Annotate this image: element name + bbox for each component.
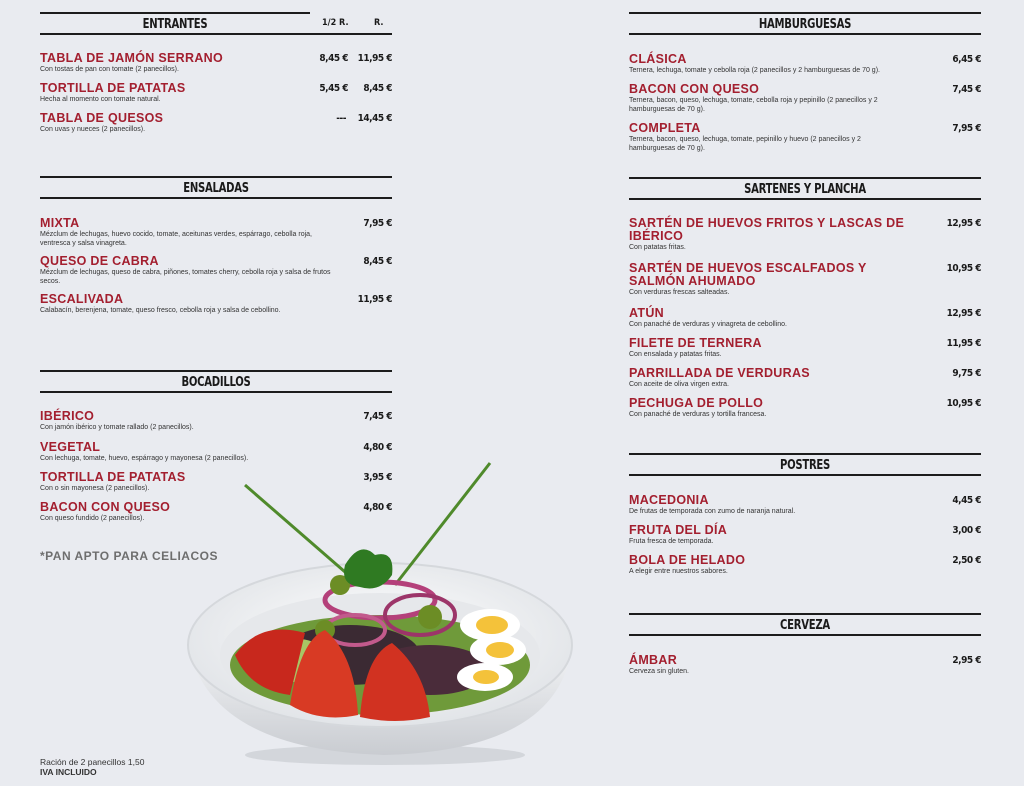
item-description: Con ensalada y patatas fritas. [629, 351, 722, 358]
item-description: Ternera, bacon, queso, lechuga, tomate, cebolla roja y pepinillo (2 panecillos y 2 hamburguesas de 70 g). [629, 97, 878, 113]
menu-item [40, 410, 392, 433]
item-description: Con patatas fritas. [629, 244, 686, 251]
item-price: 11,95 € [357, 294, 392, 305]
item-name: IBÉRICO [40, 409, 95, 423]
item-name: CLÁSICA [629, 52, 687, 66]
item-name: SARTÉN DE HUEVOS ESCALFADOS Y SALMÓN AHUMADO [629, 261, 867, 288]
menu-item [40, 112, 392, 135]
item-description: Ternera, bacon, queso, lechuga, tomate, pepinillo y huevo (2 panecillos y 2 hamburguesas de 70 g). [629, 136, 861, 152]
section-title: HAMBURGUESAS [758, 17, 852, 32]
section-sartenes [629, 177, 981, 418]
item-price-full: 14,45 € [357, 113, 392, 124]
divider [629, 12, 981, 14]
section-header [40, 12, 392, 34]
menu-item [40, 255, 392, 286]
divider [40, 33, 392, 35]
menu-item [629, 53, 981, 76]
item-name: MIXTA [40, 216, 80, 230]
item-price: 7,95 € [952, 123, 981, 134]
section-bocadillos [40, 370, 392, 522]
menu-item [629, 654, 981, 677]
menu-item [629, 494, 981, 517]
divider [40, 176, 392, 178]
section-header [629, 453, 981, 475]
item-price-half: 5,45 € [319, 83, 348, 94]
item-description: Hecha al momento con tomate natural. [40, 96, 161, 103]
section-title: CERVEZA [780, 618, 830, 633]
bread-ration-note: Ración de 2 panecillos 1,50 [40, 757, 145, 767]
menu-item [629, 524, 981, 547]
item-price-full: 11,95 € [357, 53, 392, 64]
item-price: 12,95 € [946, 218, 981, 229]
section-header [629, 613, 981, 635]
section-title: ENSALADAS [183, 181, 249, 196]
section-entrantes [40, 12, 392, 133]
item-description: Con lechuga, tomate, huevo, espárrago y mayonesa (2 panecillos). [40, 455, 249, 462]
divider [629, 613, 981, 615]
item-name: COMPLETA [629, 121, 701, 135]
item-name: TABLA DE JAMÓN SERRANO [40, 51, 223, 65]
menu-item [40, 217, 392, 248]
section-cerveza [629, 613, 981, 675]
section-title: POSTRES [779, 458, 831, 473]
section-header [629, 12, 981, 34]
item-description: Con panaché de verduras y vinagreta de cebollino. [629, 321, 787, 328]
section-title: BOCADILLOS [181, 375, 251, 390]
item-name: PECHUGA DE POLLO [629, 396, 764, 410]
menu-item [629, 337, 981, 360]
divider [40, 12, 310, 14]
section-ensaladas [40, 176, 392, 314]
divider [629, 474, 981, 476]
item-price: 9,75 € [952, 368, 981, 379]
divider [629, 634, 981, 636]
item-description: Con queso fundido (2 panecillos). [40, 515, 145, 522]
item-name: PARRILLADA DE VERDURAS [629, 366, 810, 380]
item-description: Mézclum de lechugas, huevo cocido, tomate, aceitunas verdes, espárrago, cebolla roja, ventresca y salsa vinagreta. [40, 231, 312, 247]
item-name: TORTILLA DE PATATAS [40, 470, 186, 484]
item-name: MACEDONIA [629, 493, 709, 507]
item-description: Con jamón ibérico y tomate rallado (2 panecillos). [40, 424, 194, 431]
divider [629, 198, 981, 200]
item-description: Con panaché de verduras y tortilla francesa. [629, 411, 767, 418]
item-name: TORTILLA DE PATATAS [40, 81, 186, 95]
divider [40, 370, 392, 372]
celiac-note: *PAN APTO PARA CELIACOS [40, 549, 218, 563]
menu-item [629, 307, 981, 330]
item-name: FRUTA DEL DÍA [629, 523, 728, 537]
menu-item [629, 262, 981, 298]
menu-item [629, 217, 981, 253]
column-header-full: R. [374, 18, 384, 28]
item-name: FILETE DE TERNERA [629, 336, 762, 350]
menu-item [629, 397, 981, 420]
item-description: Ternera, lechuga, tomate y cebolla roja (2 panecillos y 2 hamburguesas de 70 g). [629, 67, 880, 74]
divider [629, 453, 981, 455]
item-description: Fruta fresca de temporada. [629, 538, 714, 545]
item-name: ATÚN [629, 306, 664, 320]
item-description: Cerveza sin gluten. [629, 668, 689, 675]
item-description: A elegir entre nuestros sabores. [629, 568, 728, 575]
divider [40, 391, 392, 393]
item-price: 11,95 € [946, 338, 981, 349]
item-price: 8,45 € [363, 256, 392, 267]
item-description: Con o sin mayonesa (2 panecillos). [40, 485, 150, 492]
menu-item [629, 367, 981, 390]
item-name: ÁMBAR [629, 653, 678, 667]
item-price: 2,95 € [952, 655, 981, 666]
item-name: ESCALIVADA [40, 292, 124, 306]
section-postres [629, 453, 981, 575]
item-name: BACON CON QUESO [629, 82, 760, 96]
item-name: BOLA DE HELADO [629, 553, 746, 567]
item-name: VEGETAL [40, 440, 101, 454]
divider [40, 197, 392, 199]
divider [629, 177, 981, 179]
menu-item [40, 82, 392, 105]
item-price: 3,95 € [363, 472, 392, 483]
divider [629, 33, 981, 35]
item-price-full: 8,45 € [363, 83, 392, 94]
salad-bowl-image [180, 455, 580, 775]
item-description: Con uvas y nueces (2 panecillos). [40, 126, 146, 133]
section-title: ENTRANTES [142, 17, 208, 32]
section-header [629, 177, 981, 199]
menu-item [40, 293, 392, 316]
item-name: QUESO DE CABRA [40, 254, 159, 268]
menu-item [629, 122, 981, 153]
item-price: 2,50 € [952, 555, 981, 566]
item-price: 10,95 € [946, 398, 981, 409]
item-price: 4,45 € [952, 495, 981, 506]
item-price: 12,95 € [946, 308, 981, 319]
item-price: 3,00 € [952, 525, 981, 536]
item-price-half: 8,45 € [319, 53, 348, 64]
item-price: 4,80 € [363, 502, 392, 513]
section-title: SARTENES Y PLANCHA [744, 182, 866, 197]
menu-item [40, 52, 392, 75]
column-header-half: 1/2 R. [322, 18, 349, 28]
section-header [40, 176, 392, 198]
menu-item [629, 554, 981, 577]
item-price: 7,95 € [363, 218, 392, 229]
item-name: SARTÉN DE HUEVOS FRITOS Y LASCAS DE IBÉRICO [629, 216, 905, 243]
section-header [40, 370, 392, 392]
item-price: 7,45 € [363, 411, 392, 422]
item-price: 4,80 € [363, 442, 392, 453]
menu-item [629, 83, 981, 114]
item-description: Mézclum de lechugas, queso de cabra, piñones, tomates cherry, cebolla roja y salsa de frutos secos. [40, 269, 331, 285]
item-price: 6,45 € [952, 54, 981, 65]
item-name: TABLA DE QUESOS [40, 111, 164, 125]
item-description: De frutas de temporada con zumo de naranja natural. [629, 508, 796, 515]
footer-note [40, 757, 144, 777]
item-price-half: --- [336, 113, 346, 124]
vat-note: IVA INCLUIDO [40, 767, 97, 777]
item-name: BACON CON QUESO [40, 500, 171, 514]
item-description: Con tostas de pan con tomate (2 panecillos). [40, 66, 179, 73]
item-description: Calabacín, berenjena, tomate, queso fresco, cebolla roja y salsa de cebollino. [40, 307, 281, 314]
section-hamburguesas [629, 12, 981, 152]
item-description: Con aceite de oliva virgen extra. [629, 381, 729, 388]
item-price: 7,45 € [952, 84, 981, 95]
item-price: 10,95 € [946, 263, 981, 274]
item-description: Con verduras frescas salteadas. [629, 289, 730, 296]
